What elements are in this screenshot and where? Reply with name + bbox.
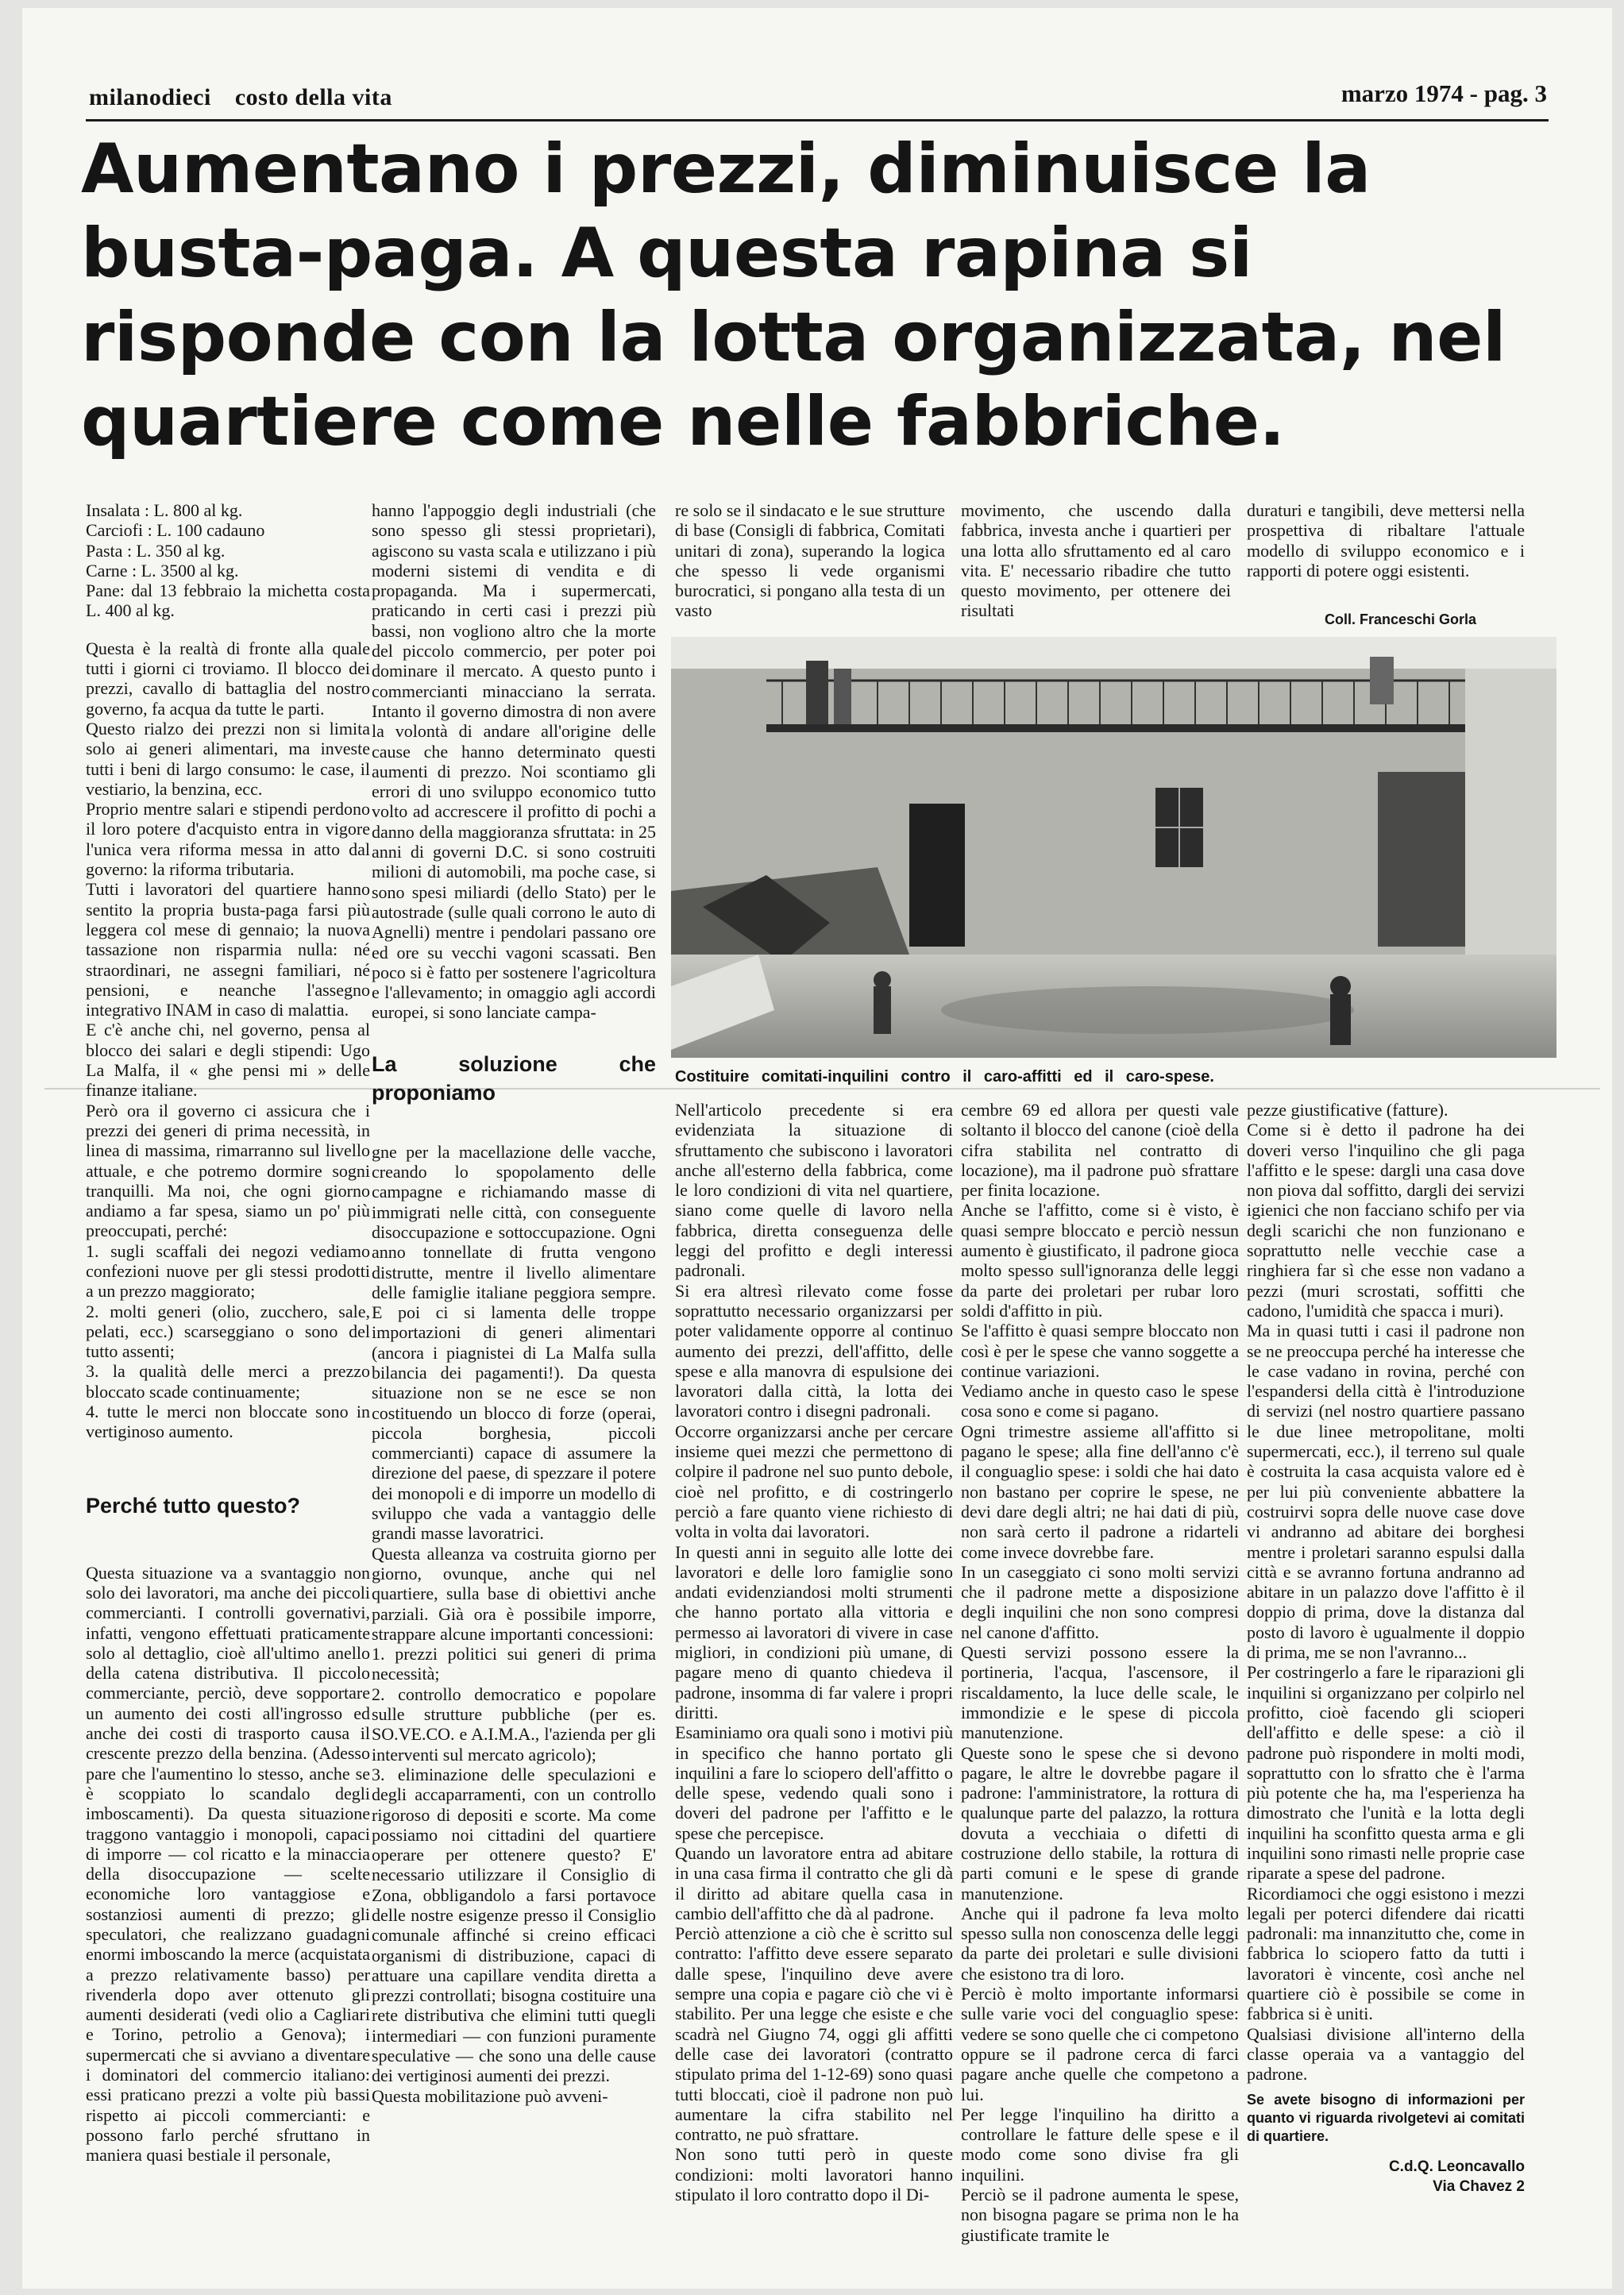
- col2-top-text: [372, 500, 656, 1023]
- col5-bottom-text: [1247, 1100, 1525, 2085]
- paragraph: Perciò è molto importante informarsi sulle varie voci del conguaglio spese: vedere se sono quelle che ci competono oppure se il padrone cerca di farci pagare anche quelle che competono a lui.: [961, 1984, 1239, 2104]
- paragraph: Ma in quasi tutti i casi il padrone non se ne preoccupa perché ha interesse che le case vadano in rovina, perché con l'espandersi della città è l'introduzione di servizi (nel nostro quartiere passano le due linee metropolitane, molti supermercati, ecc.), il terreno sul quale è costruita la casa acquista valore ed è per lui più conveniente abbattere la costruirvi sopra delle nuove case dove vi andranno ad abitare dei borghesi mentre i proletari saranno espulsi dalla città e se avranno fortuna andranno ad abitare in un palazzo dove l'affitto è il doppio di prima, dove la distanza dal posto di lavoro è ugualmente il doppio di prima, me se non l'avranno...: [1247, 1321, 1525, 1663]
- paragraph: Si era altresì rilevato come fosse soprattutto necessario organizzarsi per poter validamente opporre al continuo aumento dei prezzi, dell'affitto, delle spese e alla manovra di espulsione dei lavoratori dalla città, la lotta dei lavoratori contro i disegni padronali.: [675, 1280, 953, 1421]
- photo-credit: Coll. Franceschi Gorla: [1325, 611, 1477, 627]
- col1-bottom-text: [86, 1563, 370, 2166]
- paragraph: gne per la macellazione delle vacche, creando lo spopolamento delle campagne e richiamando masse di immigrati nelle città, con conseguente disoccupazione e sottoccupazione. Ogni anno tonnellate di frutta vengono distrutte, mentre il livello alimentare delle famiglie italiane peggiora sempre. E poi ci si lamenta delle troppe importazioni di generi alimentari (ancora i piagnistei di La Malfa sulla bilancia dei pagamenti!). Da questa situazione non se ne esce se non costituendo un blocco di forze (operai, piccola borghesia, piccoli commercianti) capace di assumere la direzione del paese, di spezzare il potere dei monopoli e di imporre un modello di sviluppo che vada a vantaggio delle grandi masse lavoratrici.: [372, 1141, 656, 1544]
- paragraph: Anche se l'affitto, come si è visto, è quasi sempre bloccato e perciò nessun aumento è giustificato, il padrone gioca molto spesso sull'ignoranza delle leggi da parte dei proletari per rubar loro soldi d'affitto in più.: [961, 1200, 1239, 1321]
- price-list-item: Carciofi : L. 100 cadauno: [86, 520, 265, 541]
- paragraph: Questa alleanza va costruita giorno per giorno, ovunque, anche qui nel quartiere, sulla base di obiettivi anche parziali. Già ora è possibile imporre, strappare alcune importanti concessioni:: [372, 1543, 656, 1644]
- paragraph: 1. prezzi politici sui generi di prima necessità;: [372, 1644, 656, 1684]
- paragraph: pezze giustificative (fatture).: [1247, 1100, 1448, 1120]
- paragraph: Se l'affitto è quasi sempre bloccato non così è per le spese che vanno soggette a continue variazioni.: [961, 1321, 1239, 1381]
- paragraph: Questo rialzo dei prezzi non si limita solo ai generi alimentari, ma investe tutti i beni di largo consumo: le case, il vestiario, la benzina, ecc.: [86, 718, 370, 799]
- paragraph: Vediamo anche in questo caso le spese cosa sono e come si pagano.: [961, 1381, 1239, 1421]
- paragraph: Questa è la realtà di fronte alla quale tutti i giorni ci troviamo. Il blocco dei prezzi, cavallo di battaglia del nostro governo, fa acqua da tutte le parti.: [86, 638, 370, 719]
- paragraph: cembre 69 ed allora per questi vale soltanto il blocco del canone (cioè della cifra stabilita nel contratto di locazione), ma il padrone può sfrattare per finita locazione.: [961, 1100, 1239, 1201]
- paragraph: Proprio mentre salari e stipendi perdono il loro potere d'acquisto entra in vigore l'unica vera riforma messa in atto dal governo: la riforma tributaria.: [86, 799, 370, 880]
- paragraph: Esaminiamo ora quali sono i motivi più in specifico che hanno portato gli inquilini a fare lo sciopero dell'affitto o delle spese, vedendo quali sono i doveri del padrone per l'affitto e le spese che percepisce.: [675, 1722, 953, 1843]
- paragraph: Per legge l'inquilino ha diritto a controllare le fatture delle spese e il modo come sono divise fra gli inquilini.: [961, 2104, 1239, 2185]
- column-4: [961, 1100, 1239, 2245]
- price-list-item: Pasta : L. 350 al kg.: [86, 540, 226, 561]
- signature-org: C.d.Q. Leoncavallo: [1388, 2158, 1525, 2175]
- column-1: [86, 500, 370, 2166]
- paragraph: Questa situazione va a svantaggio non solo dei lavoratori, ma anche dei piccoli commercianti. I controlli governativi, infatti, vengono effettuati praticamente solo al dettaglio, cioè all'ultimo anello della catena distributiva. Il piccolo commerciante, perciò, deve sopportare un aumento dei costi all'ingrosso ed anche dei costi di trasporto causa il crescente prezzo della benzina. (Adesso pare che l'aumentino lo stesso, anche se è scoppiato lo scandalo degli imboscamenti). Da questa situazione traggono vantaggio i monopoli, capaci di imporre — col ricatto e la minaccia della disoccupazione — scelte economiche loro vantaggiose e sostanziosi aumenti di prezzo; gli speculatori, che realizzano guadagni enormi imboscando la merce (acquistata a prezzo relativamente basso) per rivenderla dopo aver ottenuto gli aumenti desiderati (vedi olio a Cagliari e Torino, petrolio a Genova); i supermercati che si avviano a diventare i dominatori del commercio italiano: essi praticano prezzi a volte più bassi rispetto ai piccoli commercianti: e possono farlo perché sfruttano in maniera quasi bestiale il personale,: [86, 1562, 370, 2166]
- paragraph: 3. eliminazione delle speculazioni e degli accaparramenti, con un controllo rigoroso di depositi e scorte. Ma come possiamo noi cittadini del quartiere operare per ottenere questo? E' necessario utilizzare il Consiglio di Zona, obbligandolo a farsi portavoce delle nostre esigenze presso il Consiglio comunale affinché si creino efficaci organismi di distribuzione, capaci di attuare una capillare vendita diretta a prezzi controllati; bisogna costituire una rete distributiva che elimini tutti quegli intermediari — con funzioni puramente speculative — che sono una delle cause dei vertiginosi aumenti dei prezzi.: [372, 1764, 656, 2086]
- paragraph: Tutti i lavoratori del quartiere hanno sentito la propria busta-paga farsi più leggera col mese di gennaio; la nuova tassazione non risparmia nulla: né straordinari, ne assegni familiari, né pensioni, e neanche l'assegno integrativo INAM in caso di malattia.: [86, 879, 370, 1020]
- col3-bottom-text: [675, 1100, 953, 2204]
- paragraph: 1. sugli scaffali dei negozi vediamo confezioni nuove per gli stessi prodotti a un prezzo maggiorato;: [86, 1240, 370, 1302]
- signature-address: Via Chavez 2: [1433, 2177, 1525, 2195]
- newspaper-page: [22, 8, 1612, 2289]
- paragraph: 3. la qualità delle merci a prezzo bloccato scade continuamente;: [86, 1361, 370, 1402]
- col4-top-text: movimento, che uscendo dalla fabbrica, investa anche i quartieri per una lotta allo sfruttamento ed al caro vita. E' necessario ribadire che tutto questo movimento, per ottenere dei risultati: [961, 500, 1231, 621]
- column-5: [1247, 1100, 1525, 2197]
- section-name: costo della vita: [234, 84, 392, 110]
- paragraph: Come si è detto il padrone ha dei doveri verso l'inquilino che gli paga l'affitto e le spese: dargli una casa dove non piova dal soffitto, dargli dei servizi igienici che non facciano schifo per via degli scarichi che non funzionano e soprattutto nelle vecchie case a ringhiera far sì che esse non vadano a pezzi (muri scrostati, soffitti che cadono, l'umidità che spacca i muri).: [1247, 1120, 1525, 1321]
- col1-top-text: [86, 638, 370, 1442]
- courtyard-photo: [671, 637, 1556, 1058]
- paragraph: In un caseggiato ci sono molti servizi che il padrone mette a disposizione degli inquilini che non sono compresi nel canone d'affitto.: [961, 1561, 1239, 1642]
- paragraph: 2. controllo democratico e popolare sulle strutture pubbliche (per es. SO.VE.CO. e A.I.M.A., l'azienda per gli interventi sul mercato agricolo);: [372, 1684, 656, 1765]
- header-rule: [86, 119, 1549, 122]
- col4-bottom-text: [961, 1100, 1239, 2245]
- price-list-item: Insalata : L. 800 al kg.: [86, 500, 243, 520]
- paper-name: milanodieci: [89, 84, 211, 110]
- subhead-soluzione: La soluzione che proponiamo: [372, 1051, 656, 1105]
- paragraph: Per costringerlo a fare le riparazioni gli inquilini si organizzano per colpirlo nel profitto, cioè facendo gli scioperi dell'affitto e delle spese: a ciò il padrone può rispondere in molti modi, soprattutto con lo sfratto che è l'arma più potente che ha, ma l'esperienza ha dimostrato che l'unità e la lotta degli inquilini ha sconfitto questa arma e gli inquilini sono rimasti nelle proprie case riparate a spese del padrone.: [1247, 1662, 1525, 1884]
- closing-note: Se avete bisogno di informazioni per quanto vi riguarda rivolgetevi ai comitati di quartiere.: [1247, 2091, 1525, 2144]
- price-list: [86, 500, 370, 621]
- price-list-item: Pane: dal 13 febbraio la michetta costa L. 400 al kg.: [86, 580, 370, 621]
- photo-caption: Costituire comitati-inquilini contro il caro-affitti ed il caro-spese.: [675, 1068, 1214, 1086]
- paragraph: Non sono tutti però in queste condizioni: molti lavoratori hanno stipulato il loro contratto dopo il Di-: [675, 2144, 953, 2205]
- paragraph: Quando un lavoratore entra ad abitare in una casa firma il contratto che gli dà il diritto ad abitare quella casa in cambio dell'affitto che dà al padrone.: [675, 1842, 953, 1923]
- headline: Aumentano i prezzi, diminuisce la busta-paga. A questa rapina si risponde con la lotta organizzata, nel quartiere come nelle fabbriche.: [81, 129, 1506, 461]
- paragraph: hanno l'appoggio degli industriali (che sono spesso gli stessi proprietari), agiscono su vasta scala e utilizzano i più moderni sistemi di vendita e di propaganda. Ma i supermercati, praticando in certi casi i prezzi più bassi, non vogliono altro che la morte del piccolo commercio, per poter poi dominare il mercato. A questo punto i commercianti minacciano la serrata. Intanto il governo dimostra di non avere la volontà di andare all'origine delle cause che hanno determinato questi aumenti di prezzo. Noi scontiamo gli errori di uno sviluppo economico tutto volto ad accrescere il profitto di pochi a danno della maggioranza sfruttata: in 25 anni di governi D.C. si sono costruiti milioni di automobili, ma poche case, si sono spesi miliardi (dello Stato) per le autostrade (sulle quali corrono le auto di Agnelli) mentre i pendolari passano ore ed ore su vecchi vagoni scassati. Ben poco si è fatto per sostenere l'agricoltura e l'allevamento; in omaggio agli accordi europei, si sono lanciate campa-: [372, 500, 656, 1023]
- paragraph: E c'è anche chi, nel governo, pensa al blocco dei salari e degli stipendi: Ugo La Malfa, il « ghe pensi mi » delle finanze italiane.: [86, 1020, 370, 1101]
- paragraph: Ogni trimestre assieme all'affitto si pagano le spese; alla fine dell'anno c'è il conguaglio spese: i soldi che hai dato non bastano per coprire le spese, ne devi dare degli altri; ne hai dati di più, non sarà certo il padrone a ridarteli come invece dovrebbe fare.: [961, 1421, 1239, 1562]
- col2-bottom-text: [372, 1142, 656, 2106]
- paragraph: Qualsiasi divisione all'interno della classe operaia va a vantaggio del padrone.: [1247, 2023, 1525, 2085]
- column-3: [675, 1100, 953, 2204]
- paragraph: Questa mobilitazione può avveni-: [372, 2085, 608, 2106]
- masthead: [89, 84, 410, 111]
- paragraph: Anche qui il padrone fa leva molto spesso sulla non conoscenza delle leggi da parte dei proletari e sulle divisioni che esistono tra di loro.: [961, 1903, 1239, 1984]
- signature: [1247, 2157, 1525, 2197]
- paragraph: Perciò attenzione a ciò che è scritto sul contratto: l'affitto deve essere separato dalle spese, l'inquilino deve avere sempre una copia e pagare ciò che vi è stabilito. Per una legge che esiste e che scadrà nel Giugno 74, oggi gli affitti delle case dei lavoratori (contratto stipulato prima del 1-12-69) sono quasi tutti bloccati, cioè il padrone non può aumentare la cifra stabilito nel contratto, ne può sfrattare.: [675, 1923, 953, 2145]
- col3-top-text: re solo se il sindacato e le sue strutture di base (Consigli di fabbrica, Comitati unitari di zona), superando la logica che spesso li vede organismi burocratici, si pongano alla testa di un vasto: [675, 500, 945, 621]
- date-page: marzo 1974 - pag. 3: [1340, 79, 1547, 107]
- paragraph: In questi anni in seguito alle lotte dei lavoratori e delle loro famiglie sono andati evidenziandosi molti strumenti che hanno portato alla vittoria e permesso ai lavoratori di vivere in case migliori, in condizioni più umane, di pagare meno di quanto chiedeva il padrone, insomma di far valere i propri diritti.: [675, 1541, 953, 1722]
- paragraph: Nell'articolo precedente si era evidenziata la situazione di sfruttamento che subiscono i lavoratori anche all'esterno della fabbrica, come le loro condizioni di vita nel quartiere, siano come quelle di lavoro nella fabbrica, diretta conseguenza delle leggi del profitto e degli interessi padronali.: [675, 1100, 953, 1281]
- paragraph: Però ora il governo ci assicura che i prezzi dei generi di prima necessità, in linea di massima, rimarranno sul livello attuale, e che potremo dormire sogni tranquilli. Ma noi, che ogni giorno andiamo a far spesa, siamo un po' più preoccupati, perché:: [86, 1100, 370, 1241]
- paragraph: 4. tutte le merci non bloccate sono in vertiginoso aumento.: [86, 1402, 370, 1442]
- subhead-perche: Perché tutto questo?: [86, 1493, 301, 1518]
- column-2: [372, 500, 656, 2106]
- paragraph: 2. molti generi (olio, zucchero, sale, pelati, ecc.) scarseggiano o sono del tutto assenti;: [86, 1301, 370, 1362]
- paragraph: Perciò se il padrone aumenta le spese, non bisogna pagare se prima non le ha giustificate tramite le: [961, 2185, 1239, 2245]
- paragraph: Occorre organizzarsi anche per cercare insieme quei mezzi che permettono di colpire il padrone nel suo punto debole, cioè nel profitto, e di costringerlo perciò a fare quanto viene richiesto di volta in volta dai lavoratori.: [675, 1421, 953, 1542]
- col5-top-text: duraturi e tangibili, deve mettersi nella prospettiva di ribaltare l'attuale modello di sviluppo economico e i rapporti di potere oggi esistenti.: [1247, 500, 1525, 580]
- price-list-item: Carne : L. 3500 al kg.: [86, 560, 239, 580]
- paragraph: Ricordiamoci che oggi esistono i mezzi legali per poterci difendere dai ricatti padronali: ma innanzitutto che, come in fabbrica lo sciopero fatto da tutti i lavoratori è vincente, così anche nel quartiere ciò è possibile se come in fabbrica si è uniti.: [1247, 1883, 1525, 2024]
- paragraph: Questi servizi possono essere la portineria, l'acqua, l'ascensore, il riscaldamento, la luce delle scale, le immondizie e le spese di piccola manutenzione.: [961, 1642, 1239, 1743]
- paragraph: Queste sono le spese che si devono pagare, le altre le dovrebbe pagare il padrone: l'amministratore, la rottura di qualunque parte del palazzo, la rottura dovuta a vecchiaia o difetti di costruzione dello stabile, la rottura di parti comuni e le spese di grande manutenzione.: [961, 1742, 1239, 1904]
